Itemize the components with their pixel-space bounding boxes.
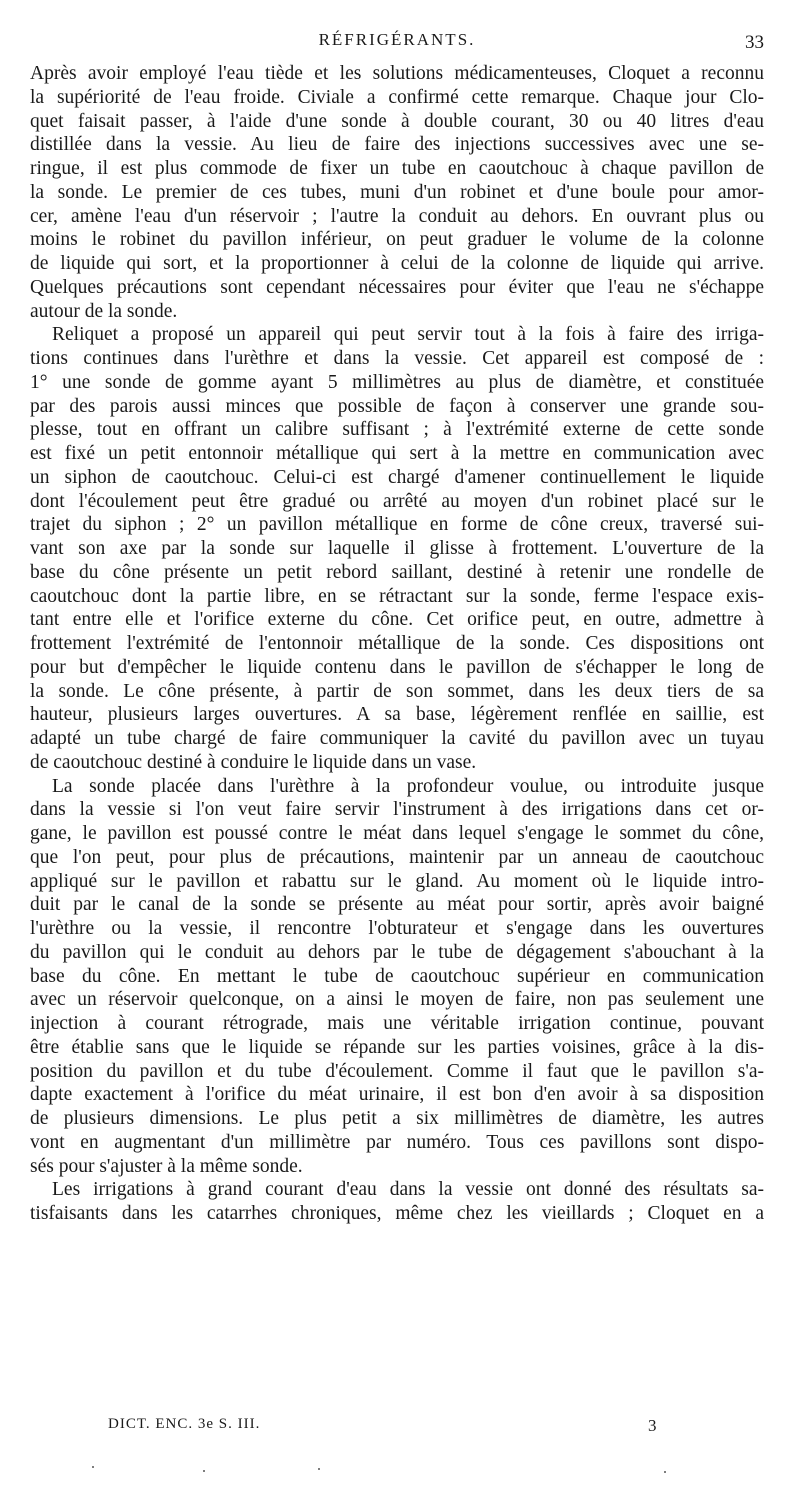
text-line: caoutchouc dont la partie libre, en se rétractant sur la sonde, ferme l'espace exis- <box>30 585 764 607</box>
text-line: un siphon de caoutchouc. Celui-ci est chargé d'amener continuellement le liquide <box>30 466 764 488</box>
text-line: avec un réservoir quelconque, on a ainsi le moyen de faire, non pas seulement une <box>30 989 764 1011</box>
body-text <box>30 62 764 1226</box>
text-line: appliqué sur le pavillon et rabattu sur le gland. Au moment où le liquide intro- <box>30 870 764 892</box>
text-line: La sonde placée dans l'urèthre à la profondeur voulue, ou introduite jusque <box>52 775 764 797</box>
text-line: de liquide qui sort, et la proportionner à celui de la colonne de liquide qui arrive. <box>30 253 764 274</box>
text-line: la supériorité de l'eau froide. Civiale a confirmé cette remarque. Chaque jour Clo- <box>30 86 764 108</box>
text-line: vant son axe par la sonde sur laquelle il glisse à frottement. L'ouverture de la <box>30 538 764 559</box>
text-line: hauteur, plusieurs larges ouvertures. A sa base, légèrement renflée en saillie, est <box>30 704 764 726</box>
text-line: autour de la sonde. <box>30 300 178 322</box>
text-line: Après avoir employé l'eau tiède et les solutions médicamenteuses, Cloquet a reconnu <box>30 63 764 84</box>
text-line: par des parois aussi minces que possible de façon à conserver une grande sou- <box>30 395 764 417</box>
text-line: tisfaisants dans les catarrhes chroniques, même chez les vieillards ; Cloquet en a <box>30 1203 764 1224</box>
running-title: RÉFRIGÉRANTS. <box>318 30 476 49</box>
scan-speck <box>318 1468 320 1470</box>
text-line: moins le robinet du pavillon inférieur, on peut graduer le volume de la colonne <box>30 229 764 251</box>
text-line: de caoutchouc destiné à conduire le liquide dans un vase. <box>30 751 477 773</box>
text-line: tant entre elle et l'orifice externe du cône. Cet orifice peut, en outre, admettre à <box>30 609 764 631</box>
text-line: duit par le canal de la sonde se présente au méat pour sortir, après avoir baigné <box>30 894 764 916</box>
text-line: adapté un tube chargé de faire communiquer la cavité du pavillon avec un tuyau <box>30 728 764 749</box>
text-line: pour but d'empêcher le liquide contenu dans le pavillon de s'échapper le long de <box>30 656 764 678</box>
document-page <box>30 28 764 1435</box>
text-line: de plusieurs dimensions. Le plus petit a six millimètres de diamètre, les autres <box>30 1108 764 1129</box>
text-line: distillée dans la vessie. Au lieu de faire des injections successives avec une se- <box>30 134 764 156</box>
text-line: dans la vessie si l'on veut faire servir l'instrument à des irrigations dans cet or- <box>30 799 764 821</box>
text-line: vont en augmentant d'un millimètre par numéro. Tous ces pavillons sont dispo- <box>30 1131 764 1153</box>
text-line: sés pour s'ajuster à la même sonde. <box>30 1155 303 1177</box>
text-line: 1° une sonde de gomme ayant 5 millimètres au plus de diamètre, et constituée <box>30 371 764 393</box>
text-line: Reliquet a proposé un appareil qui peut servir tout à la fois à faire des irriga- <box>52 324 764 346</box>
text-line: la sonde. Le cône présente, à partir de son sommet, dans les deux tiers de sa <box>30 680 764 702</box>
text-line: base du cône. En mettant le tube de caoutchouc supérieur en communication <box>30 965 764 987</box>
signature-number: 3 <box>648 1416 657 1435</box>
text-line: Les irrigations à grand courant d'eau dans la vessie ont donné des résultats sa- <box>52 1179 764 1201</box>
text-line: gane, le pavillon est poussé contre le méat dans lequel s'engage le sommet du cône, <box>30 823 764 844</box>
text-line: cer, amène l'eau d'un réservoir ; l'autre la conduit au dehors. En ouvrant plus ou <box>30 205 764 227</box>
page-footer <box>30 1416 764 1440</box>
scan-speck <box>664 1471 666 1473</box>
text-line: injection à courant rétrograde, mais une véritable irrigation continue, pouvant <box>30 1013 764 1034</box>
text-line: dapte exactement à l'orifice du méat urinaire, il est bon d'en avoir à sa disposition <box>30 1084 764 1106</box>
text-line: plesse, tout en offrant un calibre suffisant ; à l'extrémité externe de cette sonde <box>30 419 764 441</box>
text-line: trajet du siphon ; 2° un pavillon métallique en forme de cône creux, traversé sui- <box>30 514 764 536</box>
text-line: du pavillon qui le conduit au dehors par le tube de dégagement s'abouchant à la <box>30 941 764 963</box>
text-line: quet faisait passer, à l'aide d'une sonde à double courant, 30 ou 40 litres d'eau <box>30 110 764 132</box>
text-line: base du cône présente un petit rebord saillant, destiné à retenir une rondelle de <box>30 561 764 583</box>
text-line: l'urèthre ou la vessie, il rencontre l'obturateur et s'engage dans les ouvertures <box>30 918 764 939</box>
text-line: la sonde. Le premier de ces tubes, muni d'un robinet et d'une boule pour amor- <box>30 181 764 203</box>
text-line: Quelques précautions sont cependant nécessaires pour éviter que l'eau ne s'échappe <box>30 276 764 298</box>
text-line: position du pavillon et du tube d'écoulement. Comme il faut que le pavillon s'a- <box>30 1060 764 1082</box>
scan-speck <box>92 1466 94 1468</box>
printer-signature: DICT. ENC. 3e S. III. <box>108 1416 261 1432</box>
text-line: tions continues dans l'urèthre et dans la vessie. Cet appareil est composé de : <box>30 348 764 369</box>
running-head <box>30 28 764 58</box>
text-line: dont l'écoulement peut être gradué ou arrêté au moyen d'un robinet placé sur le <box>30 490 764 512</box>
text-line: frottement l'extrémité de l'entonnoir métallique de la sonde. Ces dispositions ont <box>30 633 764 654</box>
text-line: est fixé un petit entonnoir métallique qui sert à la mettre en communication avec <box>30 443 764 464</box>
page-number: 33 <box>745 32 764 53</box>
scan-speck <box>203 1470 205 1472</box>
text-line: être établie sans que le liquide se répande sur les parties voisines, grâce à la dis- <box>30 1036 764 1058</box>
text-line: que l'on peut, pour plus de précautions, maintenir par un anneau de caoutchouc <box>30 846 764 868</box>
text-line: ringue, il est plus commode de fixer un tube en caoutchouc à chaque pavillon de <box>30 158 764 179</box>
